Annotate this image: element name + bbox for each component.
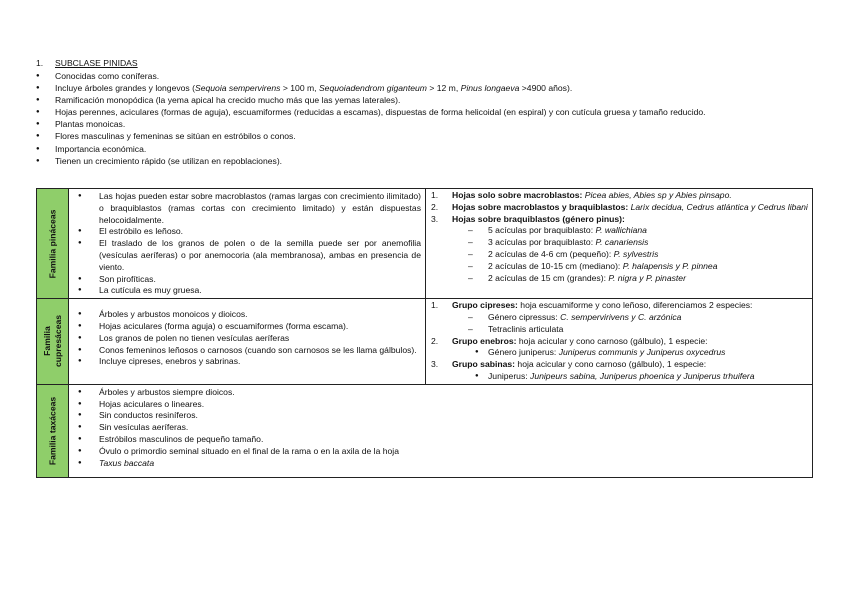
- taxaceae-features: [69, 387, 812, 470]
- list-item: – Género cipressus: C. sempervirivens y C. arzónica: [452, 312, 808, 324]
- section-title: SUBCLASE PINIDAS: [55, 58, 138, 68]
- characteristics-list: [36, 70, 826, 167]
- list-item: ● Árboles y arbustos siempre dioicos.: [69, 387, 812, 399]
- list-item: ● Las hojas pueden estar sobre macroblastos (ramas largas con crecimiento ilimitado) o braquiblastos (ramas cortas con crecimiento limitado) y están dispuestas helocoidalmente.: [69, 191, 425, 226]
- family-label-cupressaceae: Familia cupresáceas: [41, 315, 63, 368]
- list-item: 2. Hojas sobre macroblastos y braquiblastos: Larix decidua, Cedrus atlántica y Cedrus libani: [431, 201, 808, 212]
- sabinas-sublist: [452, 371, 808, 383]
- features-cell: [69, 299, 426, 385]
- list-item: ● La cutícula es muy gruesa.: [69, 285, 425, 297]
- list-item: ● Hojas aciculares (forma aguja) o escuamiformes (forma escama).: [69, 321, 425, 333]
- list-item: ● Óvulo o primordio seminal situado en el final de la rama o en la axila de la hoja: [69, 446, 812, 458]
- table-row: [37, 299, 813, 385]
- cipreses-sublist: [452, 312, 808, 336]
- list-item: ● Plantas monoicas.: [36, 118, 826, 130]
- section-number: 1.: [36, 58, 44, 68]
- list-item: – 2 acículas de 15 cm (grandes): P. nigra y P. pinaster: [452, 273, 808, 285]
- list-item: ● Conocidas como coníferas.: [36, 70, 826, 82]
- list-item: ● Sin conductos resiníferos.: [69, 410, 812, 422]
- family-cell: [37, 299, 69, 385]
- pinus-sublist: [452, 225, 808, 284]
- list-item: – 2 acículas de 10-15 cm (mediano): P. halapensis y P. pinnea: [452, 261, 808, 273]
- pinaceae-features: [69, 191, 425, 297]
- list-item: ● Hojas perennes, aciculares (formas de aguja), escuamiformes (reducidas a escamas), dispuestas de forma helicoidal (en espiral) y con cutícula gruesa y tamaño reducido.: [36, 106, 826, 118]
- list-item: ● Estróbilos masculinos de pequeño tamaño.: [69, 434, 812, 446]
- list-item: – 3 acículas por braquiblasto: P. canariensis: [452, 237, 808, 249]
- table-row: [37, 189, 813, 299]
- list-item: ● Árboles y arbustos monoicos y dioicos.: [69, 309, 425, 321]
- list-item: 2. Grupo enebros: hoja acicular y cono carnoso (gálbulo), 1 especie: ● Género juniperus: Juniperus communis y Juniperus oxycedrus: [426, 336, 812, 360]
- list-item: ● Género juniperus: Juniperus communis y Juniperus oxycedrus: [452, 347, 808, 359]
- list-item: ● Incluye cipreses, enebros y sabrinas.: [69, 356, 425, 368]
- table-row: [37, 384, 813, 477]
- pinaceae-groups: [426, 190, 812, 284]
- list-item: ● Conos femeninos leñosos o carnosos (cuando son carnosos se les llama gálbulos).: [69, 345, 425, 357]
- groups-cell: [426, 189, 813, 299]
- features-cell: [69, 189, 426, 299]
- list-item: ● Los granos de polen no tienen vesículas aeríferas: [69, 333, 425, 345]
- list-item: ● Taxus baccata: [69, 458, 812, 470]
- list-item: ● Ramificación monopódica (la yema apical ha crecido mucho más que las yemas laterales).: [36, 94, 826, 106]
- family-cell: [37, 384, 69, 477]
- list-item: 3. Hojas sobre braquiblastos (género pinus): – 5 acículas por braquiblasto: P. wallichiana – 3 acículas por braquiblasto: P. canariensis – 2 acículas de 4-6 cm (pequeño): P. sylvestris – 2 acículas de 10-15 cm (mediano): P. halapensis y P. pinnea – 2 acículas de 15 cm (grandes): P. nigra y P. pinaster: [426, 214, 812, 285]
- cupressaceae-groups: [426, 300, 812, 383]
- list-item: ● Importancia económica.: [36, 143, 826, 155]
- family-label-taxaceae: Familia taxáceas: [47, 396, 57, 465]
- cupressaceae-features: [69, 309, 425, 368]
- enebros-sublist: [452, 347, 808, 359]
- list-item: ● Sin vesículas aeríferas.: [69, 422, 812, 434]
- list-item: 1. Hojas solo sobre macroblastos: Picea abies, Abies sp y Abies pinsapo.: [431, 190, 732, 200]
- list-item: ● Son pirofíticas.: [69, 274, 425, 286]
- list-item: 1. Grupo cipreses: hoja escuamiforme y cono leñoso, diferenciamos 2 especies: – Género cipressus: C. sempervirivens y C. arzónica – Tetraclinis articulata: [426, 300, 812, 335]
- list-item: ● El estróbilo es leñoso.: [69, 226, 425, 238]
- list-item: – Tetraclinis articulata: [452, 324, 808, 336]
- list-item: 3. Grupo sabinas: hoja acicular y cono carnoso (gálbulo), 1 especie: ● Juniperus: Junipeurs sabina, Juniperus phoenica y Juniperus trhuifera: [426, 359, 812, 383]
- list-item: ● Hojas aciculares o lineares.: [69, 399, 812, 411]
- section-heading: [36, 57, 138, 69]
- families-table: [36, 188, 813, 478]
- list-item: ● Tienen un crecimiento rápido (se utilizan en repoblaciones).: [36, 155, 826, 167]
- list-item: ● El traslado de los granos de polen o de la semilla puede ser por anemofilia (vesículas aeríferas) o por anemocoria (ala membranosa), ambas en presencia de viento.: [69, 238, 425, 273]
- features-cell: [69, 384, 813, 477]
- family-cell: [37, 189, 69, 299]
- family-label-pinaceae: Familia pináceas: [47, 209, 57, 278]
- list-item: ● Incluye árboles grandes y longevos (Sequoia sempervirens > 100 m, Sequoiadendrom giganteum > 12 m, Pinus longaeva >4900 años).: [36, 82, 826, 94]
- list-item: ● Flores masculinas y femeninas se sitúan en estróbilos o conos.: [36, 130, 826, 142]
- groups-cell: [426, 299, 813, 385]
- list-item: ● Juniperus: Junipeurs sabina, Juniperus phoenica y Juniperus trhuifera: [452, 371, 808, 383]
- list-item: – 2 acículas de 4-6 cm (pequeño): P. sylvestris: [452, 249, 808, 261]
- list-item: – 5 acículas por braquiblasto: P. wallichiana: [452, 225, 808, 237]
